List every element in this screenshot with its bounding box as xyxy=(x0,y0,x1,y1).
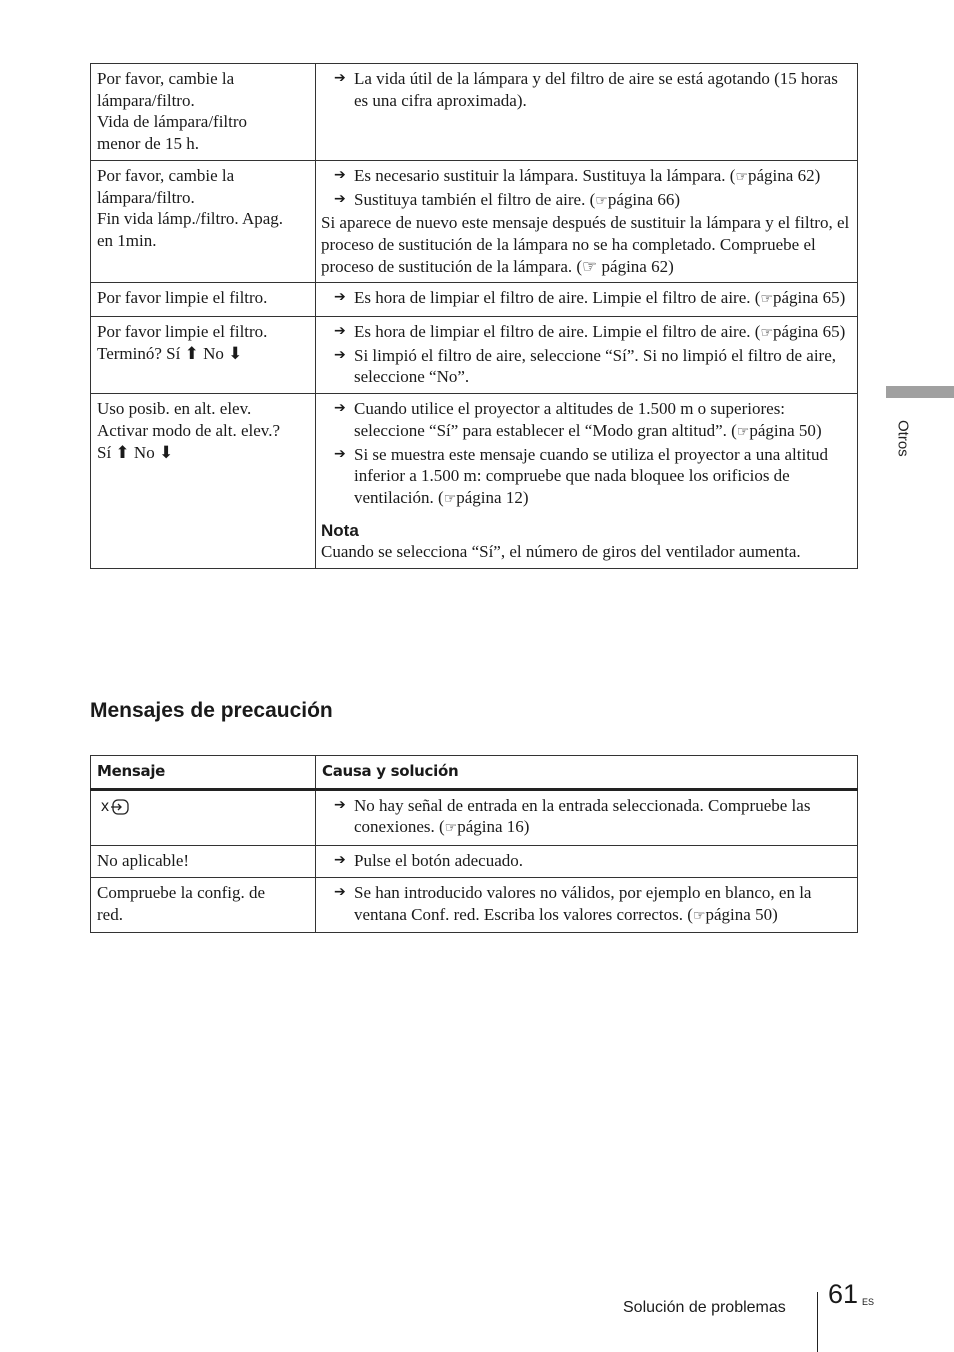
message-cell: Por favor, cambie la lámpara/filtro. Fin vida lámp./filtro. Apag. en 1min. xyxy=(91,160,316,283)
table-row xyxy=(91,64,858,161)
message-cell: Compruebe la config. de red. xyxy=(91,877,316,932)
arrow-icon: ➔ xyxy=(334,166,346,183)
page-reference-icon: ☞ xyxy=(595,192,608,209)
page-reference-icon: ☞ xyxy=(443,490,457,507)
section-title: Mensajes de precaución xyxy=(90,699,333,722)
cause-cell xyxy=(316,160,858,283)
cause-text-tail: ) xyxy=(674,189,681,209)
cause-cell xyxy=(316,877,858,932)
cause-text: Es hora de limpiar el filtro de aire. Limpie el filtro de aire. ( xyxy=(354,322,761,342)
page-reference: página 16 xyxy=(457,817,524,837)
cause-text: La vida útil de la lámpara y del filtro de aire se está agotando (15 horas es una cifra aproximada). xyxy=(354,69,838,110)
cause-item xyxy=(321,287,851,311)
side-section-tab xyxy=(886,386,954,398)
page-reference: página 65 xyxy=(773,322,840,342)
cause-text-tail: ) xyxy=(814,165,821,185)
no-signal-input-icon xyxy=(97,796,130,818)
caution-message-table xyxy=(90,755,858,933)
message-cell: Por favor, cambie la lámpara/filtro. Vida de lámpara/filtro menor de 15 h. xyxy=(91,64,316,161)
arrow-icon: ➔ xyxy=(334,883,346,900)
footer-divider xyxy=(817,1292,818,1352)
input-icon xyxy=(110,798,130,816)
message-cell: Por favor limpie el filtro. xyxy=(91,283,316,317)
cause-item xyxy=(321,68,851,111)
cause-item xyxy=(321,189,851,213)
side-section-label: Otros xyxy=(894,420,912,457)
page-reference: página 50 xyxy=(705,904,773,924)
column-header-message: Mensaje xyxy=(91,756,316,790)
cause-item xyxy=(321,444,851,511)
table-row xyxy=(91,317,858,394)
cause-text: Si limpió el filtro de aire, seleccione “Sí”. Si no limpió el filtro de aire, seleccione “No”. xyxy=(354,345,837,387)
arrow-icon: ➔ xyxy=(334,70,346,86)
page-reference-icon: ☞ xyxy=(735,168,748,185)
cause-extra-text: Si aparece de nuevo este mensaje después de sustituir la lámpara y el filtro, el proceso de sustitución de la lámpara no se ha completado. Compruebe el proceso de sustitución de la lámpara. (☞ página 62) xyxy=(321,213,850,276)
cause-text-tail: ) xyxy=(523,817,530,837)
column-header-cause: Causa y solución xyxy=(316,756,858,790)
page-language: ES xyxy=(862,1297,875,1307)
page-reference: página 12 xyxy=(456,487,523,507)
cause-item xyxy=(321,345,851,388)
page-reference: página 62 xyxy=(748,165,815,185)
arrow-icon: ➔ xyxy=(334,796,346,813)
message-cell: No aplicable! xyxy=(91,846,316,878)
cause-text: Sustituya también el filtro de aire. ( xyxy=(354,189,596,209)
arrow-icon: ➔ xyxy=(334,400,346,417)
page-reference: página 66 xyxy=(607,189,675,209)
page-number: 61 xyxy=(828,1279,859,1309)
arrow-icon: ➔ xyxy=(334,289,346,306)
cause-cell xyxy=(316,394,858,569)
arrow-icon: ➔ xyxy=(334,852,346,869)
arrow-icon: ➔ xyxy=(334,346,346,363)
cause-text-tail: ) xyxy=(772,904,778,924)
page-reference-icon: ☞ xyxy=(692,907,706,924)
cause-text: No hay señal de entrada en la entrada seleccionada. Compruebe las conexiones. ( xyxy=(354,795,811,837)
cause-cell xyxy=(316,846,858,878)
page-reference: página 50 xyxy=(749,420,816,440)
cause-text-tail: ) xyxy=(815,420,822,440)
message-table-1 xyxy=(90,63,858,569)
arrow-icon: ➔ xyxy=(334,190,346,207)
note-text: Cuando se selecciona “Sí”, el número de giros del ventilador aumenta. xyxy=(321,542,801,562)
cause-text: Es necesario sustituir la lámpara. Sustituya la lámpara. ( xyxy=(354,165,736,185)
table-row xyxy=(91,789,858,845)
page-reference-icon: ☞ xyxy=(760,291,773,308)
page-reference-icon: ☞ xyxy=(736,423,750,440)
cause-text-tail: ) xyxy=(522,487,529,507)
page-reference: página 65 xyxy=(773,288,840,308)
cause-text-tail: ) xyxy=(839,288,846,308)
arrow-icon: ➔ xyxy=(334,445,346,462)
page-reference-icon: ☞ xyxy=(444,820,458,837)
cause-item xyxy=(321,398,851,443)
table-header-row xyxy=(91,756,858,790)
cause-text-tail: ) xyxy=(839,322,846,342)
footer-section-name: Solución de problemas xyxy=(623,1299,786,1316)
cause-item xyxy=(321,795,851,840)
note-heading: Nota xyxy=(321,520,359,540)
table-row xyxy=(91,877,858,932)
cause-text: Pulse el botón adecuado. xyxy=(354,851,524,871)
cause-cell xyxy=(316,789,858,845)
table-row xyxy=(91,160,858,283)
page-reference-icon: ☞ xyxy=(760,325,773,342)
cause-cell xyxy=(316,317,858,394)
message-cell xyxy=(91,789,316,845)
cause-item xyxy=(321,882,851,927)
cause-text: Si se muestra este mensaje cuando se utiliza el proyector a una altitud inferior a 1.500 m: compruebe que nada bloquee los orificios de ventilación. ( xyxy=(354,444,828,507)
cause-item xyxy=(321,850,851,872)
cause-cell xyxy=(316,283,858,317)
cause-item xyxy=(321,165,851,189)
table-row xyxy=(91,846,858,878)
table-row xyxy=(91,394,858,569)
cause-text: Cuando utilice el proyector a altitudes de 1.500 m o superiores: seleccione “Sí” para establecer el “Modo gran altitud”. ( xyxy=(354,399,786,440)
no-signal-prefix: x xyxy=(101,797,109,815)
cause-text: Es hora de limpiar el filtro de aire. Limpie el filtro de aire. ( xyxy=(354,288,761,308)
cause-item xyxy=(321,321,851,345)
message-cell: Uso posib. en alt. elev. Activar modo de alt. elev.? Sí ⬆ No ⬇ xyxy=(91,394,316,569)
table-row xyxy=(91,283,858,317)
arrow-icon: ➔ xyxy=(334,323,346,340)
cause-text: Se han introducido valores no válidos, por ejemplo en blanco, en la ventana Conf. red. Escriba los valores correctos. ( xyxy=(354,882,812,924)
message-cell: Por favor limpie el filtro. Terminó? Sí ⬆ No ⬇ xyxy=(91,317,316,394)
cause-cell xyxy=(316,64,858,161)
